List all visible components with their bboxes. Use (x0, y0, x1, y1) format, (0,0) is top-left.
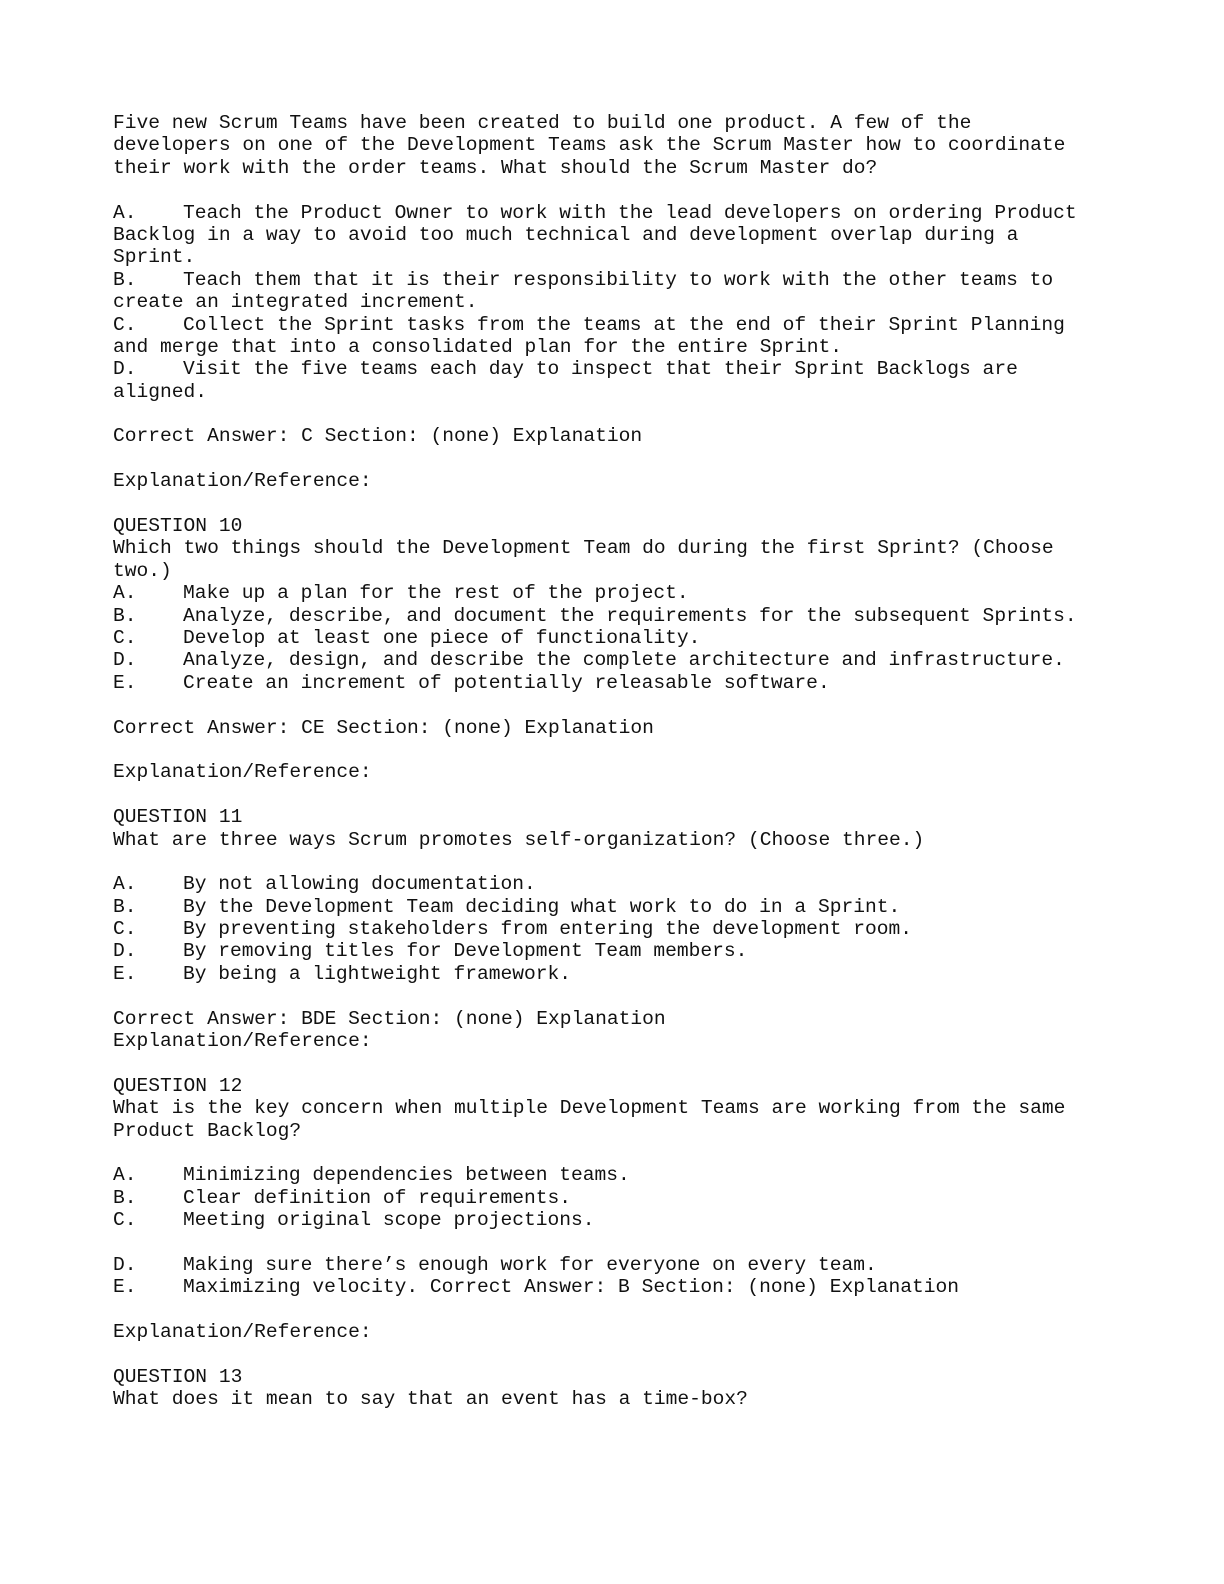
option-b (113, 269, 1113, 291)
option-continuation: Backlog in a way to avoid too much technical and development overlap during a (113, 223, 1019, 246)
question-text-line: Five new Scrum Teams have been created to build one product. A few of the (113, 112, 972, 134)
option-letter: E. (113, 1276, 137, 1299)
option-letter: C. (113, 313, 137, 336)
option-letter: C. (113, 626, 137, 649)
option-text: Maximizing velocity. Correct Answer: B Section: (none) Explanation (183, 1276, 960, 1299)
option-e (113, 672, 1113, 694)
option-c (113, 1209, 1113, 1231)
question-heading: QUESTION 10 (113, 515, 243, 538)
option-text: Develop at least one piece of functionality. (183, 626, 701, 649)
option-text: Teach the Product Owner to work with the lead developers on ordering Product (183, 201, 1077, 224)
option-d (113, 358, 1113, 380)
option-text: Clear definition of requirements. (183, 1186, 572, 1209)
option-text: By the Development Team deciding what work to do in a Sprint. (183, 895, 901, 918)
correct-answer: Correct Answer: C Section: (none) Explanation (113, 425, 643, 448)
option-letter: A. (113, 1164, 137, 1187)
explanation-reference: Explanation/Reference: (113, 761, 372, 784)
option-letter: E. (113, 671, 137, 694)
option-text: Teach them that it is their responsibility to work with the other teams to (183, 268, 1054, 291)
option-text: Collect the Sprint tasks from the teams at the end of their Sprint Planning (183, 313, 1065, 336)
explanation-reference: Explanation/Reference: (113, 470, 372, 493)
option-c (113, 918, 1113, 940)
question-text-line: What does it mean to say that an event has a time-box? (113, 1388, 748, 1411)
option-text: Visit the five teams each day to inspect that their Sprint Backlogs are (183, 358, 1018, 381)
option-letter: A. (113, 582, 137, 605)
option-a (113, 1164, 1113, 1186)
option-d (113, 940, 1113, 962)
question-text-line: What are three ways Scrum promotes self-organization? (Choose three.) (113, 828, 925, 851)
option-letter: B. (113, 268, 137, 291)
option-text: Minimizing dependencies between teams. (183, 1164, 630, 1187)
question-text-line: developers on one of the Development Teams ask the Scrum Master how to coordinate (113, 134, 1066, 157)
option-b (113, 1187, 1113, 1209)
option-letter: D. (113, 1253, 137, 1276)
option-letter: C. (113, 918, 137, 941)
option-continuation: aligned. (113, 380, 208, 403)
option-text: Create an increment of potentially releasable software. (183, 671, 830, 694)
correct-answer: Correct Answer: CE Section: (none) Explanation (113, 716, 654, 739)
option-text: Make up a plan for the rest of the project. (183, 582, 689, 605)
option-text: By being a lightweight framework. (183, 962, 572, 985)
question-text-line: two.) (113, 559, 172, 582)
question-text-line: What is the key concern when multiple Development Teams are working from the same (113, 1097, 1066, 1120)
option-letter: B. (113, 1186, 137, 1209)
option-e (113, 1276, 1113, 1298)
option-d (113, 649, 1113, 671)
option-text: By removing titles for Development Team members. (183, 940, 748, 963)
document-page (113, 112, 1113, 1411)
option-text: Meeting original scope projections. (183, 1209, 595, 1232)
option-letter: D. (113, 940, 137, 963)
option-a (113, 202, 1113, 224)
option-continuation: create an integrated increment. (113, 291, 478, 314)
question-heading: QUESTION 12 (113, 1074, 243, 1097)
option-continuation: Sprint. (113, 246, 196, 269)
option-text: Analyze, design, and describe the complete architecture and infrastructure. (183, 649, 1065, 672)
option-letter: D. (113, 358, 137, 381)
option-a (113, 873, 1113, 895)
explanation-reference: Explanation/Reference: (113, 1030, 372, 1053)
option-text: Analyze, describe, and document the requirements for the subsequent Sprints. (183, 604, 1077, 627)
question-text-line: their work with the order teams. What should the Scrum Master do? (113, 156, 878, 179)
option-letter: A. (113, 201, 137, 224)
option-d (113, 1254, 1113, 1276)
option-letter: C. (113, 1209, 137, 1232)
option-text: By not allowing documentation. (183, 873, 536, 896)
option-text: By preventing stakeholders from entering the development room. (183, 918, 913, 941)
option-letter: D. (113, 649, 137, 672)
option-letter: B. (113, 604, 137, 627)
option-letter: A. (113, 873, 137, 896)
option-e (113, 963, 1113, 985)
option-b (113, 896, 1113, 918)
option-letter: E. (113, 962, 137, 985)
option-b (113, 605, 1113, 627)
explanation-reference: Explanation/Reference: (113, 1321, 372, 1344)
option-c (113, 627, 1113, 649)
correct-answer: Correct Answer: BDE Section: (none) Explanation (113, 1007, 666, 1030)
option-continuation: and merge that into a consolidated plan for the entire Sprint. (113, 335, 843, 358)
question-heading: QUESTION 13 (113, 1365, 243, 1388)
option-text: Making sure there’s enough work for everyone on every team. (183, 1253, 877, 1276)
option-c (113, 314, 1113, 336)
question-text-line: Which two things should the Development Team do during the first Sprint? (Choose (113, 537, 1054, 560)
option-a (113, 582, 1113, 604)
question-text-line: Product Backlog? (113, 1119, 302, 1142)
question-heading: QUESTION 11 (113, 806, 243, 829)
option-letter: B. (113, 895, 137, 918)
